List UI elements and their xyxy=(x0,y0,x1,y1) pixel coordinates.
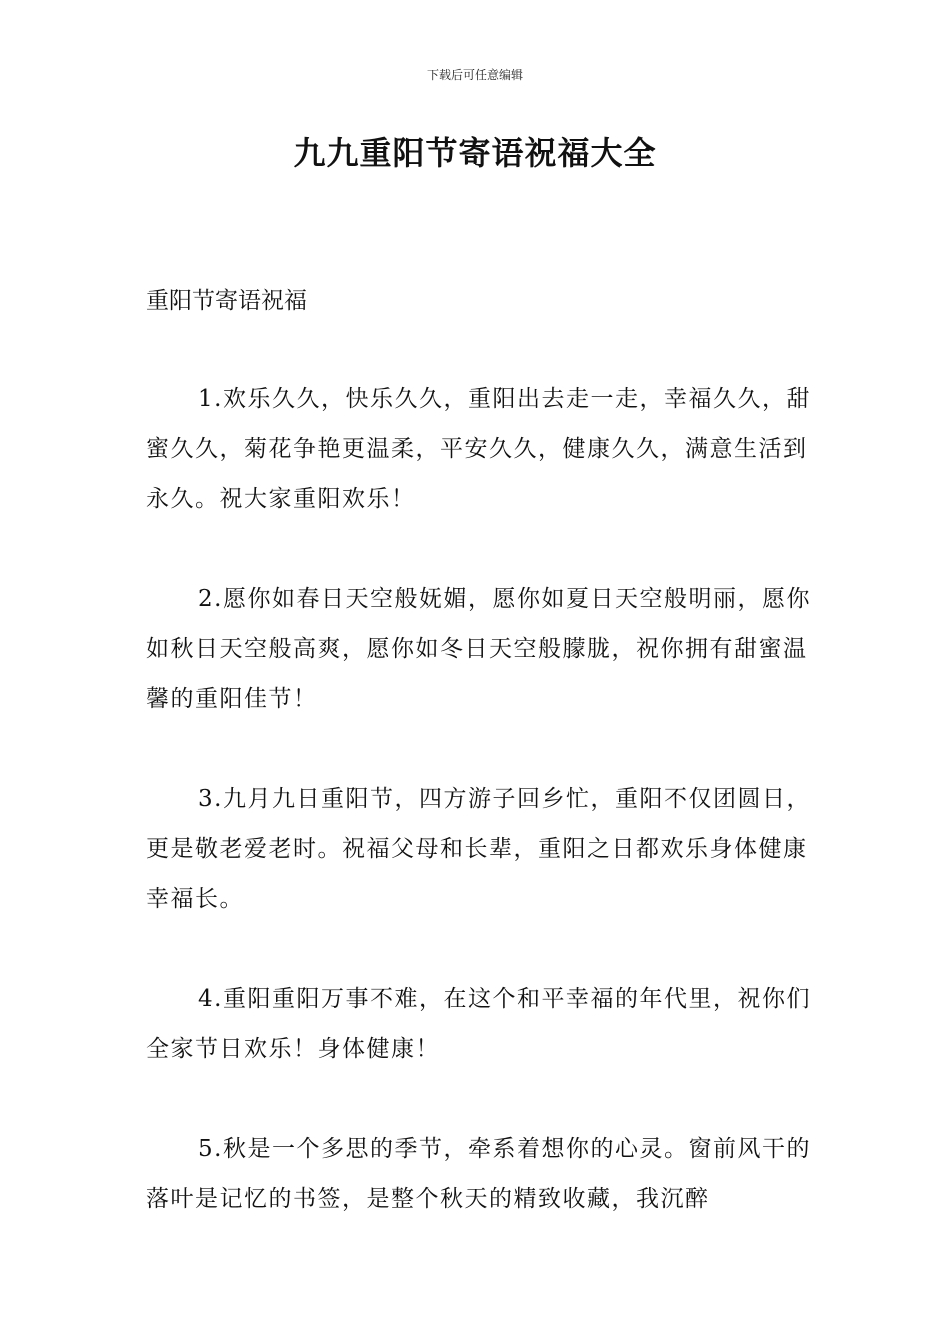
paragraph-2: 2.愿你如春日天空般妩媚，愿你如夏日天空般明丽，愿你如秋日天空般高爽，愿你如冬日天空般朦胧，祝你拥有甜蜜温馨的重阳佳节！ xyxy=(146,586,811,712)
header-note: 下载后可任意编辑 xyxy=(426,68,523,82)
paragraph-3: 3.九月九日重阳节，四方游子回乡忙，重阳不仅团圆日，更是敬老爱老时。祝福父母和长辈，重阳之日都欢乐身体健康幸福长。 xyxy=(146,786,811,912)
paragraph-4: 4.重阳重阳万事不难，在这个和平幸福的年代里，祝你们全家节日欢乐！身体健康！ xyxy=(146,986,811,1062)
section-heading: 重阳节寄语祝福 xyxy=(146,288,307,314)
paragraph-1: 1.欢乐久久，快乐久久，重阳出去走一走，幸福久久，甜蜜久久，菊花争艳更温柔，平安久久，健康久久，满意生活到永久。祝大家重阳欢乐！ xyxy=(146,386,811,512)
paragraph-5: 5.秋是一个多思的季节，牵系着想你的心灵。窗前风干的落叶是记忆的书签，是整个秋天的精致收藏，我沉醉 xyxy=(146,1136,811,1212)
page-title: 九九重阳节寄语祝福大全 xyxy=(293,134,657,172)
